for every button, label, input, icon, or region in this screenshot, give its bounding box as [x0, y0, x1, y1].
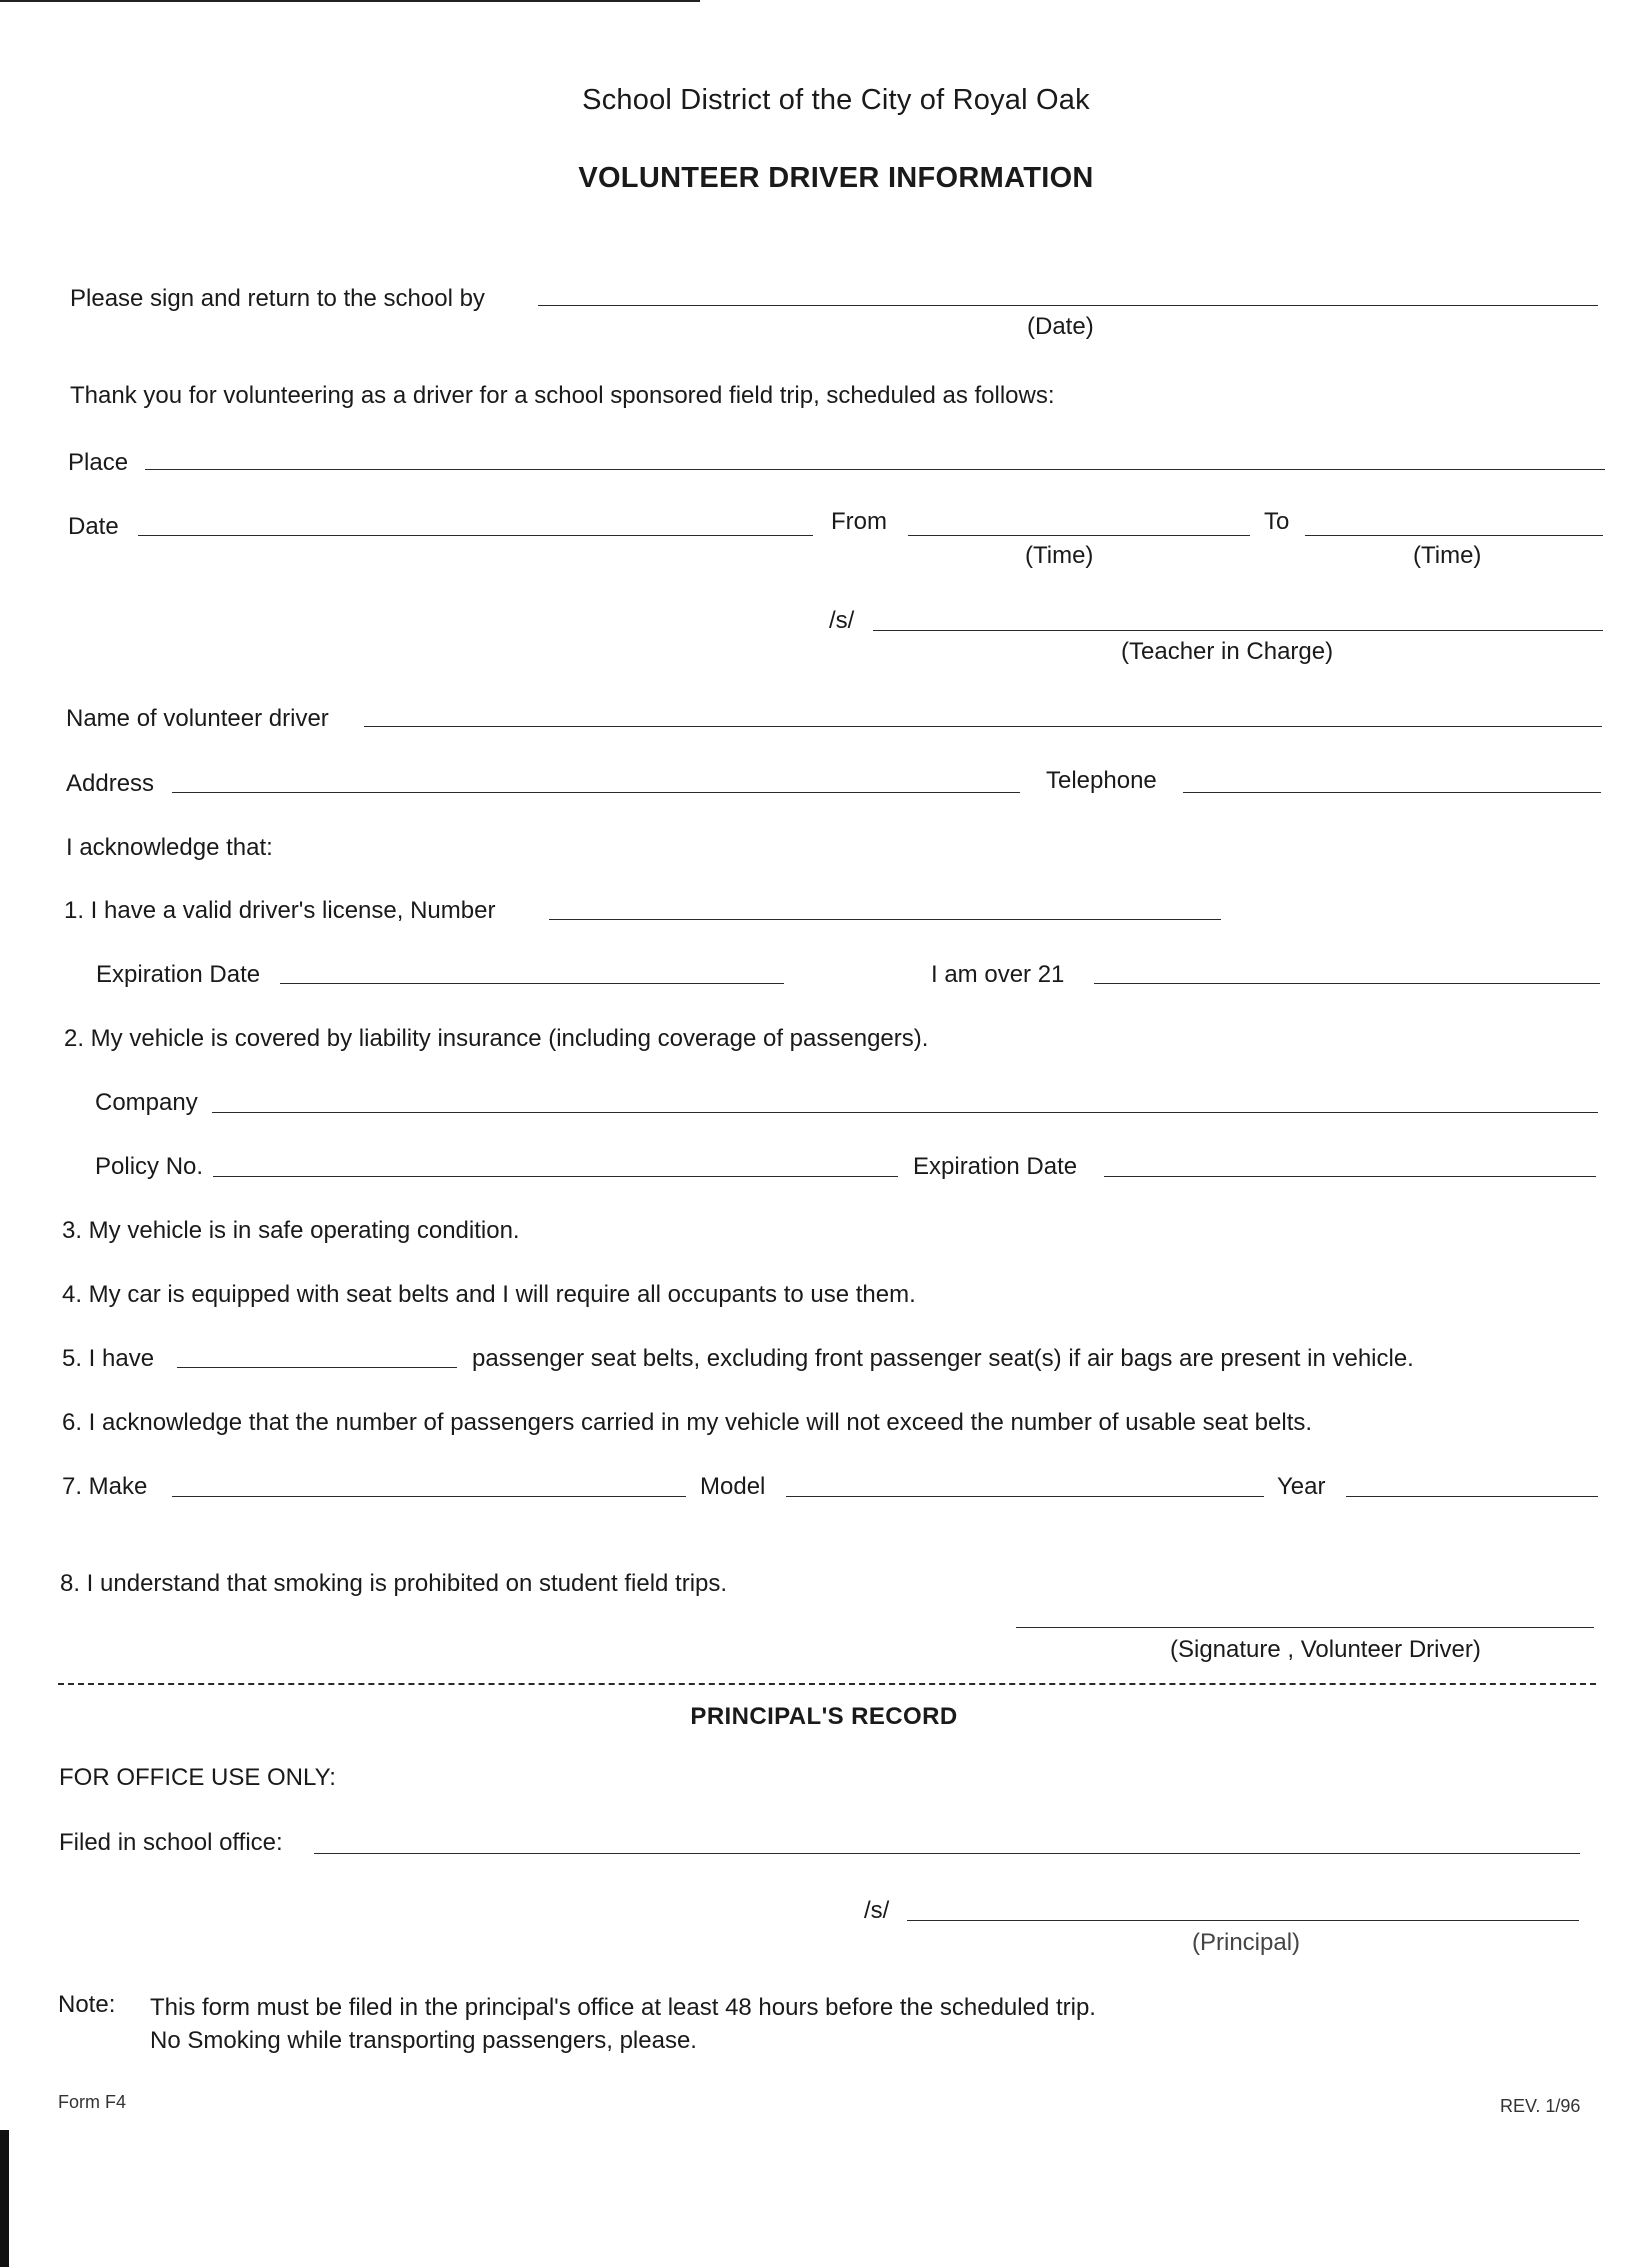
item-8-text: 8. I understand that smoking is prohibited on student field trips. [60, 1570, 728, 1597]
insurance-company-label: Company [95, 1089, 198, 1116]
from-time-field[interactable] [908, 535, 1250, 536]
seat-belt-count-field[interactable] [177, 1367, 457, 1368]
teacher-sig-prefix: /s/ [829, 607, 855, 634]
driver-signature-caption: (Signature , Volunteer Driver) [1170, 1636, 1481, 1663]
address-field[interactable] [172, 792, 1020, 793]
to-time-caption: (Time) [1413, 542, 1482, 569]
policy-expiration-label: Expiration Date [913, 1153, 1078, 1180]
return-date-field[interactable] [538, 305, 1598, 306]
license-expiration-field[interactable] [280, 983, 784, 984]
filed-date-field[interactable] [314, 1853, 1580, 1854]
policy-number-label: Policy No. [95, 1153, 204, 1180]
telephone-field[interactable] [1183, 792, 1601, 793]
district-name: School District of the City of Royal Oak [582, 84, 1090, 116]
item-6-text: 6. I acknowledge that the number of passengers carried in my vehicle will not exceed the number of usable seat belts. [62, 1409, 1313, 1436]
place-label: Place [68, 449, 129, 476]
vehicle-make-field[interactable] [172, 1496, 686, 1497]
form-id: Form F4 [58, 2092, 127, 2112]
item-3-text: 3. My vehicle is in safe operating condition. [62, 1217, 520, 1244]
item-2-text: 2. My vehicle is covered by liability insurance (including coverage of passengers). [64, 1025, 929, 1052]
note-line-1: This form must be filed in the principal's office at least 48 hours before the scheduled trip. [150, 1994, 1096, 2021]
office-use-label: FOR OFFICE USE ONLY: [59, 1764, 336, 1791]
item-4-text: 4. My car is equipped with seat belts and I will require all occupants to use them. [62, 1281, 916, 1308]
teacher-caption: (Teacher in Charge) [1121, 638, 1334, 665]
to-label: To [1264, 508, 1290, 535]
acknowledge-heading: I acknowledge that: [66, 834, 273, 861]
scan-edge-line [0, 0, 700, 2]
form-title: VOLUNTEER DRIVER INFORMATION [578, 162, 1094, 194]
teacher-signature-field[interactable] [873, 630, 1603, 631]
item-5-text-b: passenger seat belts, excluding front passenger seat(s) if air bags are present in vehicle. [472, 1345, 1414, 1372]
item-1-text: 1. I have a valid driver's license, Number [64, 897, 496, 924]
driver-name-label: Name of volunteer driver [66, 705, 329, 732]
principal-caption: (Principal) [1192, 1929, 1301, 1956]
vehicle-year-field[interactable] [1346, 1496, 1598, 1497]
driver-signature-field[interactable] [1016, 1627, 1594, 1628]
over-21-field[interactable] [1094, 983, 1600, 984]
date-caption: (Date) [1027, 313, 1094, 340]
return-by-label: Please sign and return to the school by [70, 285, 485, 312]
insurance-company-field[interactable] [212, 1112, 1598, 1113]
license-number-field[interactable] [549, 919, 1221, 920]
over-21-label: I am over 21 [931, 961, 1065, 988]
vehicle-year-label: Year [1277, 1473, 1326, 1500]
vehicle-model-field[interactable] [786, 1496, 1264, 1497]
principal-record-title: PRINCIPAL'S RECORD [690, 1703, 958, 1730]
driver-name-field[interactable] [364, 726, 1602, 727]
telephone-label: Telephone [1046, 767, 1157, 794]
filed-label: Filed in school office: [59, 1829, 283, 1856]
policy-expiration-field[interactable] [1104, 1176, 1596, 1177]
principal-signature-field[interactable] [907, 1920, 1579, 1921]
place-field[interactable] [145, 469, 1605, 470]
revision-label: REV. 1/96 [1500, 2096, 1581, 2116]
note-label: Note: [58, 1991, 116, 2018]
policy-number-field[interactable] [213, 1176, 898, 1177]
item-5-text-a: 5. I have [62, 1345, 155, 1372]
trip-date-field[interactable] [138, 535, 813, 536]
license-expiration-label: Expiration Date [96, 961, 261, 988]
from-label: From [831, 508, 887, 535]
cut-line [58, 1683, 1596, 1685]
vehicle-model-label: Model [700, 1473, 766, 1500]
thank-you-text: Thank you for volunteering as a driver for a school sponsored field trip, scheduled as follows: [70, 382, 1055, 409]
scan-edge-bar [0, 2130, 9, 2267]
vehicle-make-label: 7. Make [62, 1473, 148, 1500]
principal-sig-prefix: /s/ [864, 1897, 890, 1924]
trip-date-label: Date [68, 513, 119, 540]
note-line-2: No Smoking while transporting passengers, please. [150, 2027, 697, 2054]
to-time-field[interactable] [1305, 535, 1603, 536]
from-time-caption: (Time) [1025, 542, 1094, 569]
address-label: Address [66, 770, 155, 797]
